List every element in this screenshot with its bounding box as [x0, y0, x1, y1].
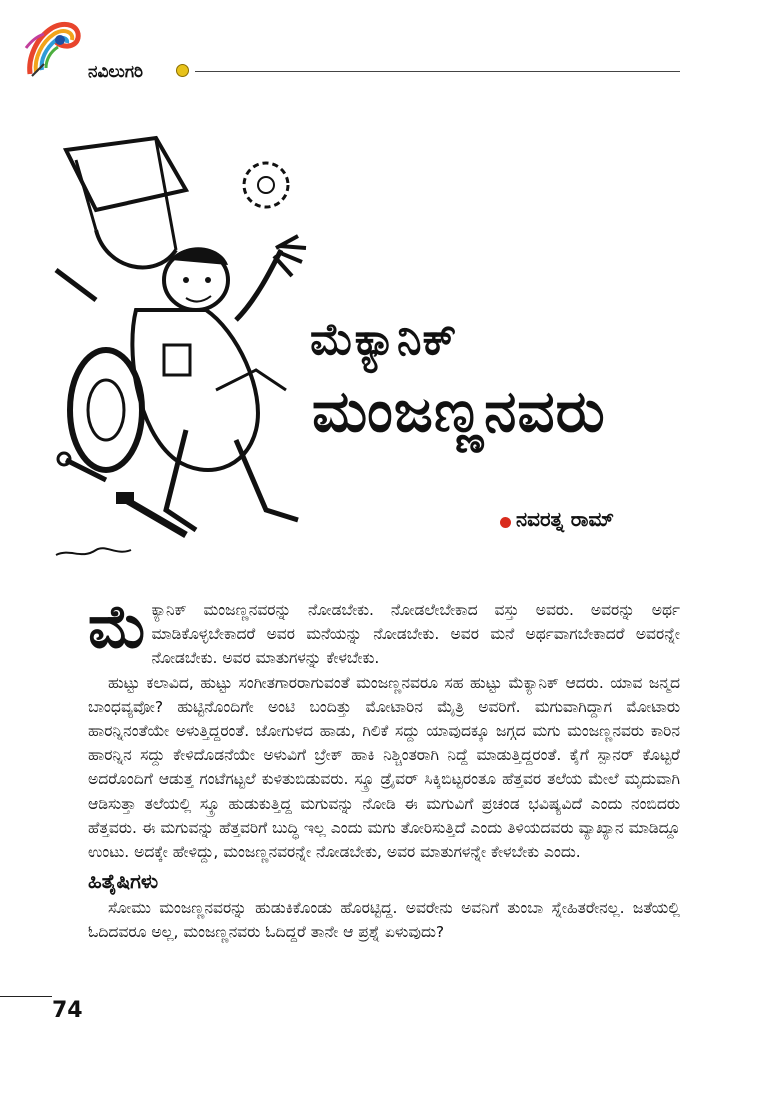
- article-title-line1: ಮೆಕ್ಯಾನಿಕ್: [310, 314, 458, 365]
- paragraph-3: ಸೋಮು ಮಂಜಣ್ಣನವರನ್ನು ಹುಡುಕಿಕೊಂಡು ಹೊರಟ್ಟಿದ್ದ. ಅವರೇನು ಅವನಿಗೆ ತುಂಬಾ ಸ್ನೇಹಿತರೇನಲ್ಲ. ಜತೆಯಲ್ಲಿ ಓದಿದವರೂ ಅಲ್ಲ, ಮಂಜಣ್ಣನವರು ಓದಿದ್ದರೆ ತಾನೇ ಆ ಪ್ರಶ್ನೆ ಏಳುವುದು?: [88, 899, 680, 942]
- paragraph-2: ಹುಟ್ಟು ಕಲಾವಿದ, ಹುಟ್ಟು ಸಂಗೀತಗಾರರಾಗುವಂತೆ ಮಂಜಣ್ಣನವರೂ ಸಹ ಹುಟ್ಟು ಮೆಕ್ಯಾನಿಕ್ ಆದರು. ಯಾವ ಜನ್ಮದ ಬಾಂಧವ್ಯವೋ? ಹುಟ್ಟಿನೊಂದಿಗೇ ಅಂಟಿ ಬಂದಿತ್ತು ಮೋಟಾರಿನ ಮೈತ್ರಿ ಅವರಿಗೆ. ಮಗುವಾಗಿದ್ದಾಗ ಮೋಟಾರು ಹಾರನ್ನಿನಂತೆಯೇ ಅಳುತ್ತಿದ್ದರಂತೆ. ಜೋಗುಳದ ಹಾಡು, ಗಿಲಿಕೆ ಸದ್ದು ಯಾವುದಕ್ಕೂ ಜಗ್ಗದ ಮಗು ಮಂಜಣ್ಣನವರು ಕಾರಿನ ಹಾರನ್ನಿನ ಸದ್ದು ಕೇಳಿದೊಡನೆಯೇ ಅಳುವಿಗೆ ಬ್ರೇಕ್ ಹಾಕಿ ನಿಶ್ಚಿಂತರಾಗಿ ನಿದ್ದೆ ಮಾಡುತ್ತಿದ್ದರಂತೆ. ಕೈಗೆ ಸ್ಪಾನರ್ ಕೊಟ್ಟರೆ ಅದರೊಂದಿಗೆ ಆಡುತ್ತ ಗಂಟೆಗಟ್ಟಲೆ ಕುಳಿತುಬಿಡುವರು. ಸ್ಕ್ರೂ ಡ್ರೈವರ್ ಸಿಕ್ಕಿಬಿಟ್ಟರಂತೂ ಹೆತ್ತವರ ತಲೆಯ ಮೇಲೆ ಮೃದುವಾಗಿ ಆಡಿಸುತ್ತಾ ತಲೆಯಲ್ಲಿ ಸ್ಕ್ರೂ ಹುಡುಕುತ್ತಿದ್ದ ಮಗುವನ್ನು ನೋಡಿ ಈ ಮಗುವಿಗೆ ಪ್ರಚಂಡ ಭವಿಷ್ಯವಿದೆ ಎಂದು ನಂಬಿದರು ಹೆತ್ತವರು. ಈ ಮಗುವನ್ನು ಹೆತ್ತವರಿಗೆ ಬುದ್ಧಿ ಇಲ್ಲ ಎಂದು ಮಗು ತೋರಿಸುತ್ತಿದೆ ಎಂದು ತಿಳಿಯದವರು ವ್ಯಾಖ್ಯಾನ ಮಾಡಿದ್ದೂ ಉಂಟು. ಅದಕ್ಕೇ ಹೇಳಿದ್ದು, ಮಂಜಣ್ಣನವರನ್ನೇ ನೋಡಬೇಕು, ಅವರ ಮಾತುಗಳನ್ನೇ ಕೇಳಬೇಕು ಎಂದು.: [88, 673, 680, 862]
- section-label: ನವಿಲುಗರಿ: [88, 62, 144, 82]
- dropcap: ಮೆ: [88, 592, 148, 662]
- paragraph-1: [88, 592, 680, 671]
- article-body: [88, 592, 680, 945]
- paragraph-1-text: ಕ್ಯಾನಿಕ್ ಮಂಜಣ್ಣನವರನ್ನು ನೋಡಬೇಕು. ನೋಡಲೇಬೇಕಾದ ವಸ್ತು ಅವರು. ಅವರನ್ನು ಅರ್ಥ ಮಾಡಿಕೊಳ್ಳಬೇಕಾದರೆ ಅವರ ಮನೆಯನ್ನು ನೋಡಬೇಕು. ಅವರ ಮನೆ ಅರ್ಥವಾಗಬೇಕಾದರೆ ಅವರನ್ನೇ ನೋಡಬೇಕು. ಅವರ ಮಾತುಗಳನ್ನು ಕೇಳಬೇಕು.: [151, 601, 680, 668]
- mechanic-cartoon-icon: [36, 130, 326, 570]
- byline-dot-icon: [500, 517, 511, 528]
- peacock-feather-icon: [22, 18, 84, 80]
- author-byline: ನವರತ್ನ ರಾಮ್: [516, 507, 614, 531]
- page-number-rule: [0, 996, 52, 997]
- article-title-line2: ಮಂಜಣ್ಣನವರು: [312, 377, 606, 445]
- header-rule: [195, 71, 680, 72]
- header-dot-icon: [176, 64, 189, 77]
- page-number: 74: [52, 998, 83, 1023]
- subheading: ಹಿತೈಷಿಗಳು: [88, 869, 159, 894]
